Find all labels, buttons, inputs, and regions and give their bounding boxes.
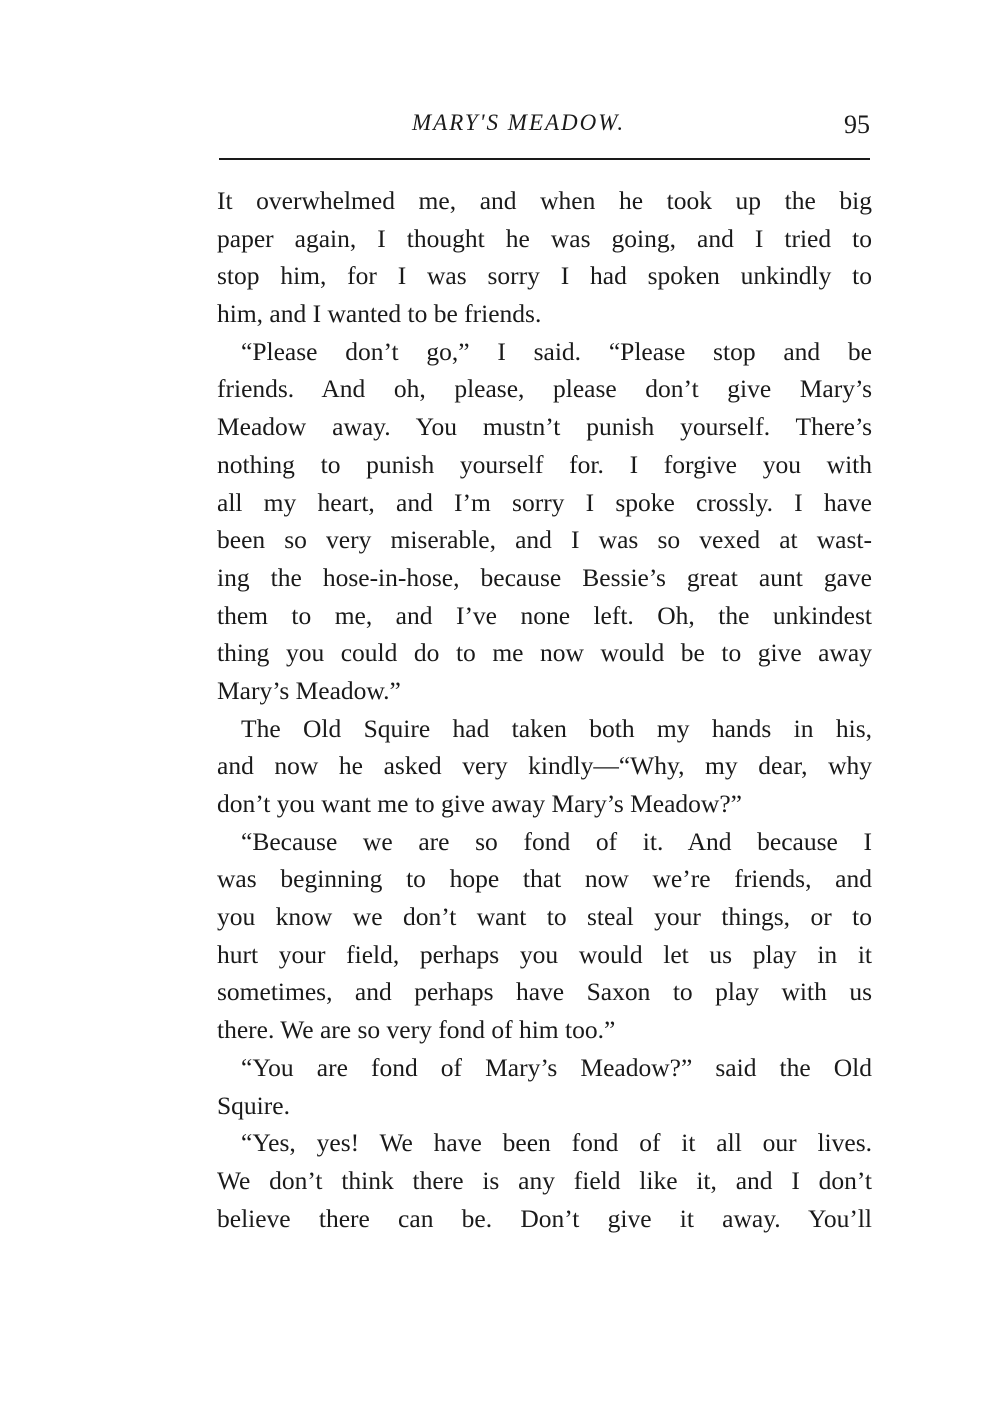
text-line: Mary’s Meadow.” xyxy=(217,675,401,705)
text-line: “Please don’t go,” I said. “Please stop and be xyxy=(241,336,872,366)
text-line: Meadow away. You mustn’t punish yourself. There’s xyxy=(217,412,872,442)
text-line: you know we don’t want to steal your things, or to xyxy=(217,902,872,932)
text-line: It overwhelmed me, and when he took up the big xyxy=(217,186,872,215)
text-line: paper again, I thought he was going, and I tried to xyxy=(217,223,872,253)
text-line: “Yes, yes! We have been fond of it all our lives. xyxy=(241,1128,872,1158)
page-number: 95 xyxy=(844,110,870,139)
text-line: them to me, and I’ve none left. Oh, the unkindest xyxy=(217,600,872,630)
text-line: believe there can be. Don’t give it away. You’ll xyxy=(217,1203,872,1233)
text-line: don’t you want me to give away Mary’s Meadow?” xyxy=(217,789,742,818)
text-line: The Old Squire had taken both my hands in his, xyxy=(241,713,872,743)
text-line: been so very miserable, and I was so vexed at wast- xyxy=(217,525,872,555)
text-line: was beginning to hope that now we’re friends, and xyxy=(217,864,872,894)
text-line: “Because we are so fond of it. And because I xyxy=(241,826,872,856)
text-line: and now he asked very kindly—“Why, my dear, why xyxy=(217,751,872,781)
header-rule xyxy=(219,158,870,160)
body-text xyxy=(217,182,872,1237)
text-line: thing you could do to me now would be to give away xyxy=(217,638,872,668)
text-line: him, and I wanted to be friends. xyxy=(217,299,542,329)
running-title: MARY'S MEADOW. xyxy=(412,110,626,135)
text-line: all my heart, and I’m sorry I spoke crossly. I have xyxy=(217,487,872,517)
text-line: “You are fond of Mary’s Meadow?” said the Old xyxy=(241,1052,872,1082)
text-line: nothing to punish yourself for. I forgive you with xyxy=(217,449,872,479)
text-line: stop him, for I was sorry I had spoken unkindly to xyxy=(217,261,872,291)
running-head xyxy=(217,110,872,146)
text-line: hurt your field, perhaps you would let us play in it xyxy=(217,939,872,969)
text-line: friends. And oh, please, please don’t give Mary’s xyxy=(217,374,872,404)
text-line: We don’t think there is any field like it, and I don’t xyxy=(217,1165,872,1195)
text-line: ing the hose-in-hose, because Bessie’s great aunt gave xyxy=(217,562,872,592)
text-line: there. We are so very fond of him too.” xyxy=(217,1015,616,1045)
text-line: sometimes, and perhaps have Saxon to play with us xyxy=(217,977,872,1007)
book-page xyxy=(217,0,872,1425)
text-line: Squire. xyxy=(217,1090,290,1120)
